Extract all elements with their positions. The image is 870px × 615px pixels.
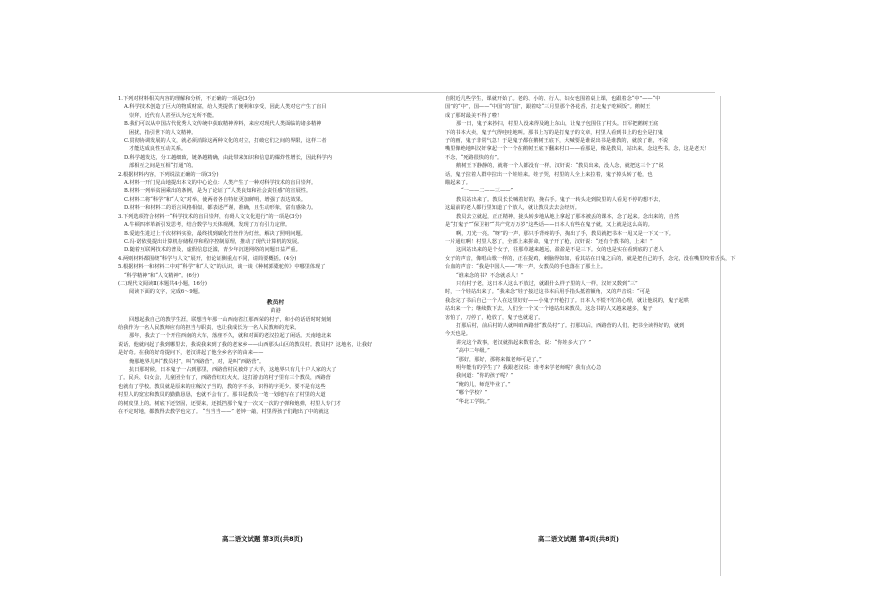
- text-line: 啊，刀光一亮。“呀”的一声，那只手背疼的手，掏出了手，教员就把书本一甩又是一下又一下。: [456, 230, 674, 237]
- text-line: 子的画，鬼子非常气急！于是鬼子都在鹅树王底下，大喊要是谁说出书是谁教的，就放了谁，不说: [445, 138, 669, 145]
- text-line: D.材料一和材料二的语言风格相似，都表述严谨，准确，且生动形象，富有感染力。: [124, 205, 317, 212]
- text-line: B.我们可以从中国古代优秀人文传统中获取精神养料，来应对现代人类面临的诸多精神: [124, 121, 322, 128]
- text-line: 那年，我去了一个开往西南的大车，落座不久，就和对面的老汉拉起了闲话。天南地北来: [129, 333, 332, 340]
- text-line: 抗日那时候，日本鬼子一占到那里，西路营村民被炸了大半，这地界只有几十户人家的大了: [129, 367, 337, 373]
- text-line: 女子的声音，像唱山歌一样的，正在捉鸡，刺脑得如如，看其站在日鬼之后的，就是把自己的手，念完，没在嘴里咬着舌头，下: [445, 255, 736, 262]
- text-line: 嘴里像绝地叫汉奸拿起一个一个在鹅树王底下翻来村口——看那是，像是教员，站出来，念这些书。念，这是老天！: [445, 146, 710, 153]
- text-line: 4.两则材料都围绕“科学与人文”展开，但论证侧重点不同，请简要概括。(4分): [118, 255, 297, 262]
- text-line: 也就有了学校。教员就是原来的庄稼汉子当的，教的字不多，识得的字更少。要不是有这些: [118, 383, 326, 390]
- text-line: 苗港: [270, 308, 281, 315]
- right-page-footer: 高二语文试题 第4页(共8页): [538, 535, 619, 543]
- text-line: 俺那地界儿叫“教员村”，叫“西路营”，对，是叫“西路营”。: [129, 358, 265, 365]
- text-line: 说话，他就问起了我到哪里去，我说我来到了我的老家乡——山西那头山区的教员村。教员村？这地名，让我好: [118, 341, 373, 348]
- text-line: 这最前的老人都行里知道了个放人，就让教员去去会经历。: [445, 205, 580, 212]
- text-line: “哪个学校？”: [456, 390, 488, 397]
- text-line: 打那后村，前后村的人就叫咱西路营“教员村”了。打那以后，西路营的人们，把书全读得好的，就到: [456, 322, 685, 329]
- text-line: 时，一个娃站出来了。“我来念”娃子接过这书本后用手指头抵着额角，又的声音说：“可是: [445, 289, 651, 296]
- text-line: 我念完了书后自己一个人在这里好好——小鬼子开枪打了。日本人不慌不忙的心理，就让他说的，鬼子起哄: [445, 297, 689, 304]
- text-line: 阅读下面的文字，完成6～9题。: [129, 289, 204, 296]
- text-line: 是“打鬼子”“保卫祖”“共产党万万岁”这些话——日本人有些在鬼子就，又上就是这么高的。: [445, 222, 653, 229]
- text-line: “科学精神”和“人文精神”。(6分): [124, 272, 200, 279]
- text-line: 那一日，鬼子来抄扫，村里人没来得及跑上东山，让鬼子包围住了村头。日军把鹅树王底: [456, 121, 659, 128]
- text-line: 困扰，指引世下的人文精神。: [129, 129, 197, 136]
- text-line: “俺的儿，师范毕业了。”: [456, 381, 511, 388]
- text-line: B.材料一列举贫困乘出的条例，是为了论证了“人类良知和社会责任感”的宣展性。: [124, 188, 312, 195]
- text-line: 明年能有的学生了？我跟老汉说：谁考来学老师呢？我有点心急: [456, 365, 602, 371]
- text-line: 国”的“中”，国——“中国”的“国”，跟着唸“三月里那个各花香，打走鬼子吃顿饭”。鹅树王: [445, 104, 651, 111]
- text-line: 村里人的宽宏和教员的勤勤恳恳，也就不会有了。那书是教员一笔一划地写在了村里的大道: [118, 392, 326, 399]
- text-line: 站出来一个；继续数下去，人们全一个又一个地站出来教员。这念书的人又越来越多，鬼子: [445, 306, 653, 313]
- text-line: 我问道：“你的孩子呢？”: [456, 373, 514, 380]
- text-line: 教员村: [266, 299, 285, 306]
- text-line: 部相互之间是互相“打通”的。: [129, 163, 197, 170]
- text-line: 2.根据材料内容，下列说法正确的一项(3分): [118, 171, 219, 178]
- text-line: C.冯·诺依曼提出计算机存储程序和程序控制原理，推动了现代计算机的发展。: [124, 238, 303, 245]
- text-line: 讲完这个故事，老汉就掐起来数着念，说：“你娃多大了？”: [456, 339, 591, 346]
- text-line: 5.根据材料一和材料二中对“科学”和“人文”的认识，谈一谈《种树郭橐驼传》中哪里体现了: [118, 264, 326, 271]
- text-line: 鹅树王下静静的，就将一个人都没有一样。汉奸说：“教员出来，没人念，就把这三个了”说: [456, 163, 664, 170]
- text-line: (二)现代文阅读Ⅱ(本题共4小题，16分): [118, 280, 207, 287]
- text-line: 1.下列对材料相关内容的理解和分析，不正确的一项是(3分): [118, 96, 255, 102]
- text-line: 在不定时地，都教得去教学也完了。 “当当当——” 老钟一敲，村里得孩子们跑出了中的就这: [118, 409, 329, 416]
- text-line: 回想起我自己的教学生涯，联想当年那一山西南省江那西荣的村子，和小的话语时时刻刻: [129, 316, 332, 323]
- text-line: D.随着互联网技术的普及，虚假信息泛滥，青少年沉迷网络的问题日益严重。: [124, 247, 301, 254]
- text-line: A.材料一开门见山地提出本文的中心论点：人类产生了一种对科学技术的盲目崇拜。: [124, 180, 317, 187]
- text-line: 3.下列选项符合材料一“科学技术的盲目崇拜，有碍人文文化进行”的一项是(3分): [118, 213, 302, 220]
- text-line: 不念，“死路很快的有”。: [445, 154, 503, 161]
- text-line: 成了那时最美不得了啦！: [445, 112, 503, 119]
- text-line: “一——二——三——”: [461, 188, 513, 195]
- left-page-footer: 高二语文试题 第3页(共8页): [222, 535, 303, 543]
- text-line: 教员站出来了。教员长长喊着好的，挽右手。鬼子一转头走到院里的人看见不停的想不去，: [456, 196, 664, 203]
- text-line: 才能达成良性互动关系。: [129, 146, 187, 153]
- text-line: D.科学越发达，分工越细致，链条越精确，由此带来知识和信息的爆炸性增长，因此科学内: [124, 154, 332, 161]
- text-line: A.科学技术创造了巨大的物质财富，给人类提供了便利和享受，因此人类对它产生了盲目: [124, 104, 327, 111]
- text-line: 崇拜，近代有人甚至认为它无所不能。: [129, 112, 218, 119]
- scan-artifact-line: [150, 92, 715, 93]
- text-line: 的树皮里上的。树底下还坚固，还要来，还抵挡那个鬼子一次又一次的子弹和炮弹，村里人专门才: [118, 400, 342, 407]
- text-line: B.爱迪生进过上千次材料实验，最终找到碳化竹丝作为灯丝，解决了照明问题。: [124, 230, 306, 237]
- text-line: 这回站出来的是个女子，往那草越来越远，盈盈是不是三下。女的也是实在看到底的了老人: [456, 247, 664, 254]
- text-line: A.牛顿四率革新引发思考，结合数学与天体观测，发现了万有引力定律。: [124, 222, 291, 229]
- text-line: 话，鬼子拉着人群中拉出一个娃娃来。娃子哭，村里的人全上来拉着，鬼子掉头转了枪，也: [445, 171, 653, 178]
- text-line: “谁来念的书？不念就杀人！”: [456, 272, 524, 279]
- text-line: 瞄起来了。: [445, 180, 471, 187]
- text-line: 只有村子老，这日本人这么不放过，就跟什么样子里的人一样，汉奸又数到“三”: [456, 280, 638, 287]
- text-line: “那好，那好，那将来做老师可是了。”: [456, 356, 542, 363]
- text-line: 是好奇。在我的好奇提问下，老汉讲起了他全乡名字的由来——: [118, 350, 264, 357]
- text-line: “高中二年级。”: [456, 348, 490, 355]
- text-line: C.材料二将“科学”和“人文”对举，使两者各自特征更加鲜明，增强了表达效果。: [124, 196, 307, 203]
- text-line: 今天也是。: [445, 331, 471, 338]
- text-line: 教员去立就起，正正精神，拢头转步地从地上拿起了那本被丢的课本，念了起来。念出来的，自然: [456, 213, 680, 220]
- text-line: 了。民兵、妇女会，儿童团全有了，西路营红红火火。这打游击的村子里有三个教员，西路营: [118, 375, 331, 382]
- text-line: 一片通红啊！村里人怒了，全部上来拼命。鬼子开了枪，汉奸说：“还有个教书的，上来！”: [445, 238, 653, 245]
- text-line: “华北工学院。”: [456, 398, 490, 405]
- text-line: 台血的声音：“我是中国人——”咔一声，女教员的手也落在了那土上。: [445, 264, 606, 271]
- text-line: C.贯彻协调发展的人文，就必须消除这两种文化的对立，打破它们之间的界限，这样二者: [124, 138, 327, 145]
- text-line: 给我作为一名人民教师应有的担当与职责，也让我成长为一名人民教师的光荣。: [118, 324, 300, 331]
- text-line: 自附近几些学生，课就开始了。老的、小的、行人、妇女也围着桌上课，也跟着念“中”——“中: [445, 96, 661, 102]
- text-line: 下的书本大卖，鬼子气得哇哇地叫。那书上写的是打鬼子的文章，村里人看到书上的也全是打鬼: [445, 129, 663, 136]
- text-line: 害怕了，刀停了，枪放了，鬼子也就退了。: [445, 314, 544, 321]
